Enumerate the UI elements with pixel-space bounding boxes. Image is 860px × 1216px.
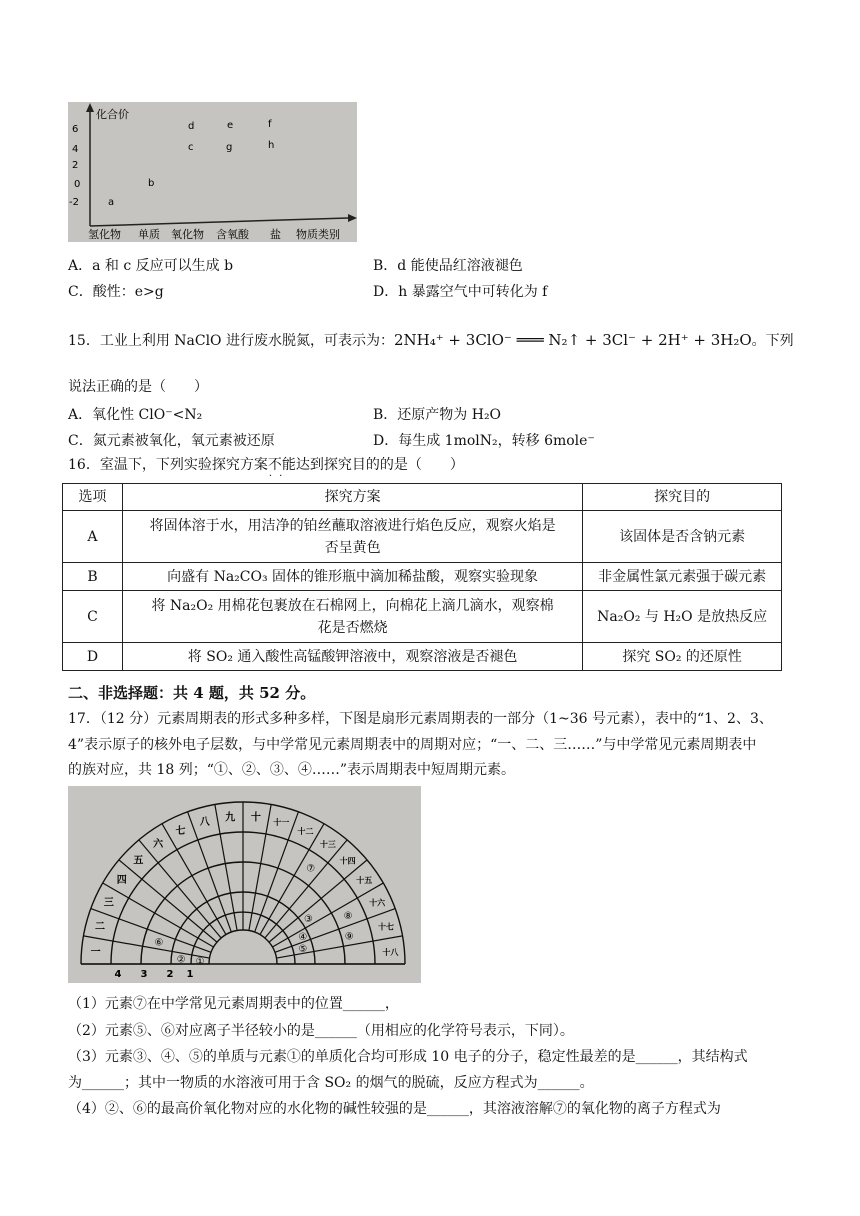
y-ticks	[69, 124, 80, 208]
q17-line-2: 4”表示原子的核外电子层数，与中学常见元素周期表中的周期对应；“一、二、三……”与中学常见元素周期表中	[68, 737, 757, 753]
point-label: a	[108, 197, 115, 208]
group-label: 十一	[273, 818, 290, 828]
y-axis-label: 化合价	[96, 108, 129, 121]
x-category: 含氧酸	[216, 228, 249, 241]
fan-divider	[255, 812, 299, 932]
group-label: 十	[250, 812, 261, 824]
group-label: 十五	[356, 876, 373, 886]
y-tick: -2	[69, 197, 79, 208]
q17-sub-2: （2）元素⑤、⑥对应离子半径较小的是______（用相应的化学符号表示，下同）。	[68, 1023, 574, 1039]
row-option: D	[63, 643, 123, 671]
section-heading: 二、非选择题：共 4 题，共 52 分。	[68, 684, 316, 702]
x-axis-arrow	[348, 214, 357, 222]
q15-stem	[68, 330, 794, 351]
chart-points	[108, 119, 274, 208]
q17-sub-3a: （3）元素③、④、⑤的单质与元素①的单质化合均可形成 10 电子的分子，稳定性最差的是______，其结构式	[68, 1049, 748, 1065]
group-label: 五	[133, 855, 144, 867]
row-goal: 该固体是否含钠元素	[583, 511, 782, 563]
row-plan: 将 SO₂ 通入酸性高锰酸钾溶液中，观察溶液是否褪色	[122, 643, 582, 671]
period-label: 2	[166, 969, 174, 980]
element-mark: ⑥	[154, 937, 164, 949]
row-option: B	[63, 563, 123, 591]
point-label: e	[227, 120, 234, 131]
valence-chart-svg	[68, 102, 357, 242]
table-row	[63, 511, 782, 563]
table-header-row	[63, 484, 782, 511]
q17-sub-1: （1）元素⑦在中学常见元素周期表中的位置______，	[68, 996, 399, 1012]
q15-option-a: A．氧化性 ClO⁻<N₂	[68, 407, 203, 423]
q15-stem-start: 15．工业上利用 NaClO 进行废水脱氮，可表示为：	[68, 333, 394, 349]
fan-periodic-table	[68, 786, 421, 983]
q15-option-b: B．还原产物为 H₂O	[373, 407, 502, 423]
fan-divider	[83, 936, 209, 958]
fan-divider	[91, 909, 211, 953]
row-plan: 将 Na₂O₂ 用棉花包裹放在石棉网上，向棉花上滴几滴水，观察棉花是否燃烧	[122, 591, 582, 643]
q16-stem-a: 16．室温下，下列实验探究方案	[68, 457, 268, 473]
group-label: 十二	[297, 826, 314, 836]
element-mark: ③	[304, 914, 314, 926]
table-row	[63, 563, 782, 591]
group-label: 六	[153, 838, 164, 850]
table-row	[63, 643, 782, 671]
row-plan: 向盛有 Na₂CO₃ 固体的锥形瓶中滴加稀盐酸，观察实验现象	[122, 563, 582, 591]
y-tick: 0	[74, 179, 81, 190]
x-categories	[88, 227, 340, 241]
point-label: b	[148, 178, 155, 189]
element-mark: ⑧	[343, 910, 353, 922]
group-label: 二	[95, 921, 106, 933]
element-mark: ①	[195, 956, 205, 968]
group-label: 一	[90, 947, 101, 959]
x-category: 单质	[138, 228, 160, 241]
valence-chart	[68, 102, 357, 242]
row-option: C	[63, 591, 123, 643]
x-category: 氧化物	[171, 228, 204, 241]
group-label: 七	[175, 825, 186, 837]
x-category: 物质类别	[296, 228, 340, 241]
x-category: 氢化物	[88, 228, 121, 241]
y-tick: 4	[72, 144, 79, 155]
point-label: f	[268, 119, 272, 130]
table-header: 选项	[63, 484, 123, 511]
q16-stem	[68, 455, 464, 475]
q16-stem-b: 达到探究目的的是（ ）	[295, 457, 464, 473]
q17-line-3: 的族对应，共 18 列；“①、②、③、④……”表示周期表中短周期元素。	[68, 762, 516, 778]
element-mark: ⑨	[344, 931, 354, 943]
row-goal: 探究 SO₂ 的还原性	[583, 643, 782, 671]
q17-sub-4: （4）②、⑥的最高价氧化物对应的水化物的碱性较强的是______，其溶液溶解⑦的氧化物的离子方程式为	[68, 1101, 721, 1117]
group-label: 三	[103, 897, 114, 909]
q17-sub-3b: 为______；其中一物质的水溶液可用于含 SO₂ 的烟气的脱硫，反应方程式为______。	[68, 1075, 594, 1091]
table-header: 探究目的	[583, 484, 782, 511]
q14-option-d: D．h 暴露空气中可转化为 f	[373, 284, 548, 300]
element-mark: ④	[298, 932, 308, 944]
q14-option-b: B．d 能使品红溶液褪色	[373, 258, 523, 274]
group-label: 九	[225, 812, 236, 824]
q14-option-c: C．酸性：e>g	[68, 284, 164, 300]
group-label: 八	[199, 817, 210, 829]
x-category: 盐	[270, 228, 281, 241]
experiment-table	[62, 483, 782, 671]
fan-divider	[188, 812, 232, 932]
q15-option-c: C．氮元素被氧化，氧元素被还原	[68, 433, 275, 449]
point-label: c	[188, 142, 194, 153]
y-axis-arrow	[86, 103, 94, 112]
element-mark: ②	[176, 954, 186, 966]
point-label: h	[268, 140, 275, 151]
q15-stem-cont: 说法正确的是（ ）	[68, 379, 208, 395]
point-label: g	[226, 142, 233, 153]
row-option: A	[63, 511, 123, 563]
q15-stem-end: 。下列	[751, 333, 794, 349]
fan-periodic-table-svg	[68, 786, 421, 983]
group-label: 四	[116, 875, 127, 887]
y-tick: 2	[72, 160, 79, 171]
group-label: 十三	[319, 839, 336, 849]
period-label: 4	[114, 969, 122, 980]
row-plan: 将固体溶于水，用洁净的铂丝蘸取溶液进行焰色反应，观察火焰是否呈黄色	[122, 511, 582, 563]
group-label: 十七	[377, 922, 394, 932]
q16-stem-emphasis: 不能 · ·	[268, 457, 296, 473]
y-tick: 6	[72, 124, 79, 135]
row-goal: Na₂O₂ 与 H₂O 是放热反应	[583, 591, 782, 643]
group-label: 十八	[382, 948, 399, 958]
point-label: d	[188, 121, 195, 132]
table-row	[63, 591, 782, 643]
q15-equation: 2NH₄⁺ + 3ClO⁻ ═══ N₂↑ + 3Cl⁻ + 2H⁺ + 3H₂O	[393, 331, 752, 349]
x-axis	[90, 218, 348, 226]
group-label: 十六	[369, 898, 386, 908]
element-mark: ⑦	[306, 863, 316, 875]
element-mark: ⑤	[298, 943, 308, 955]
period-label: 3	[140, 969, 148, 980]
q17-line-1: 17．（12 分）元素周期表的形式多种多样，下图是扇形元素周期表的一部分（1~36 号元素），表中的“1、2、3、	[68, 711, 773, 727]
table-header: 探究方案	[122, 484, 582, 511]
period-label: 1	[186, 969, 194, 980]
row-goal: 非金属性氯元素强于碳元素	[583, 563, 782, 591]
group-label: 十四	[339, 856, 356, 866]
q15-option-d: D．每生成 1molN₂，转移 6mole⁻	[373, 433, 595, 449]
q14-option-a: A．a 和 c 反应可以生成 b	[68, 258, 234, 274]
